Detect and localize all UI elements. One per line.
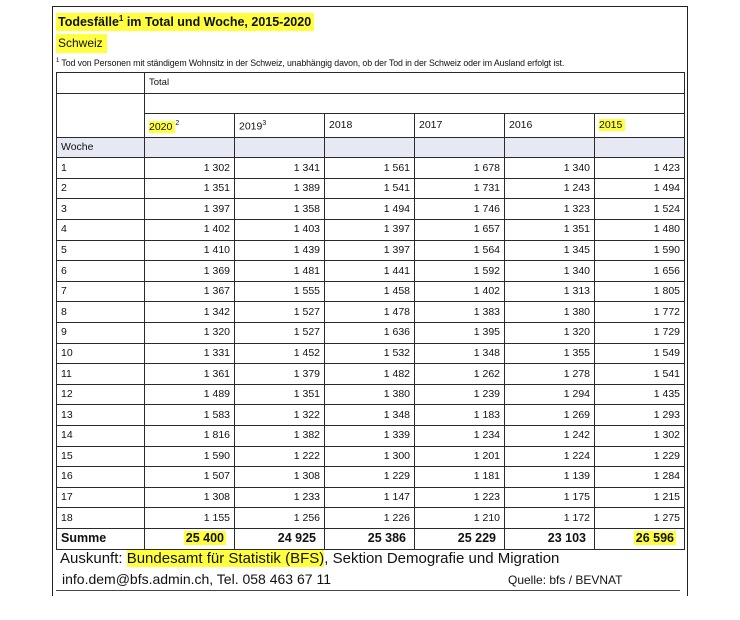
value-cell: 1 397: [325, 220, 415, 241]
table-row: [57, 426, 685, 447]
week-number-cell: 6: [57, 261, 145, 282]
year-header-label: 2017: [419, 118, 443, 131]
contact-info: info.dem@bfs.admin.ch, Tel. 058 463 67 11: [62, 571, 331, 587]
value-cell: 1 656: [595, 261, 685, 282]
title-rest: im Total und Woche, 2015-2020: [123, 15, 312, 30]
value-cell: 1 489: [145, 384, 235, 405]
value-cell: 1 524: [595, 199, 685, 220]
deaths-table: [56, 72, 685, 550]
value-cell: 1 155: [145, 508, 235, 529]
value-cell: 1 302: [145, 158, 235, 179]
organization-name: Bundesamt für Statistik (BFS): [126, 550, 325, 567]
frame-left-border: [52, 6, 53, 596]
week-number-cell: 12: [57, 384, 145, 405]
week-number-cell: 3: [57, 199, 145, 220]
value-cell: 1 313: [505, 281, 595, 302]
value-cell: 1 234: [415, 426, 505, 447]
info-line: [60, 550, 559, 567]
week-number-cell: 9: [57, 323, 145, 344]
value-cell: 1 590: [595, 240, 685, 261]
value-cell: 1 590: [145, 446, 235, 467]
value-cell: 1 233: [235, 487, 325, 508]
frame-top-border: [52, 6, 688, 7]
value-cell: 1 210: [415, 508, 505, 529]
year-header-label: 2019: [239, 120, 263, 133]
table-header-years-row: [57, 114, 685, 138]
value-cell: 1 410: [145, 240, 235, 261]
value-cell: 1 402: [415, 281, 505, 302]
week-number-cell: 14: [57, 426, 145, 447]
woche-row-empty-cell: [235, 137, 325, 158]
value-cell: 1 549: [595, 343, 685, 364]
value-cell: 1 139: [505, 467, 595, 488]
value-cell: 1 339: [325, 426, 415, 447]
year-footnote-marker: 3: [262, 120, 267, 128]
value-cell: 1 358: [235, 199, 325, 220]
summe-value: 25 386: [367, 531, 406, 546]
table-row: [57, 508, 685, 529]
week-number-cell: 15: [57, 446, 145, 467]
value-cell: 1 805: [595, 281, 685, 302]
table-row: [57, 364, 685, 385]
value-cell: 1 201: [415, 446, 505, 467]
value-cell: 1 269: [505, 405, 595, 426]
value-cell: 1 147: [325, 487, 415, 508]
footnote-marker: 1: [56, 58, 60, 65]
year-header-2017: [415, 114, 505, 138]
value-cell: 1 452: [235, 343, 325, 364]
value-cell: 1 397: [145, 199, 235, 220]
value-cell: 1 731: [415, 178, 505, 199]
value-cell: 1 181: [415, 467, 505, 488]
value-cell: 1 527: [235, 323, 325, 344]
value-cell: 1 242: [505, 426, 595, 447]
table-row: [57, 178, 685, 199]
woche-row-empty-cell: [145, 137, 235, 158]
header-spacer-first: [57, 93, 145, 114]
auskunft-label: Auskunft:: [60, 550, 127, 567]
value-cell: 1 480: [595, 220, 685, 241]
value-cell: 1 494: [595, 178, 685, 199]
value-cell: 1 278: [505, 364, 595, 385]
table-row: [57, 261, 685, 282]
year-header-2016: [505, 114, 595, 138]
title-main: Todesfälle: [58, 15, 119, 30]
week-number-cell: 8: [57, 302, 145, 323]
value-cell: 1 172: [505, 508, 595, 529]
value-cell: 1 527: [235, 302, 325, 323]
woche-label-cell: Woche: [57, 137, 145, 158]
year-header-2018: [325, 114, 415, 138]
value-cell: 1 564: [415, 240, 505, 261]
value-cell: 1 507: [145, 467, 235, 488]
value-cell: 1 294: [505, 384, 595, 405]
value-cell: 1 229: [325, 467, 415, 488]
value-cell: 1 583: [145, 405, 235, 426]
summe-value: 26 596: [635, 531, 675, 546]
value-cell: 1 678: [415, 158, 505, 179]
week-number-cell: 1: [57, 158, 145, 179]
summe-row: [57, 528, 685, 549]
week-number-cell: 13: [57, 405, 145, 426]
value-cell: 1 175: [505, 487, 595, 508]
week-number-cell: 4: [57, 220, 145, 241]
value-cell: 1 382: [235, 426, 325, 447]
value-cell: 1 458: [325, 281, 415, 302]
value-cell: 1 435: [595, 384, 685, 405]
week-number-cell: 18: [57, 508, 145, 529]
summe-value-cell: [145, 528, 235, 549]
section-name: , Sektion Demografie und Migration: [324, 550, 560, 567]
value-cell: 1 403: [235, 220, 325, 241]
year-header-label: 2015: [599, 119, 625, 131]
contact-row: [56, 568, 680, 591]
value-cell: 1 226: [325, 508, 415, 529]
value-cell: 1 351: [145, 178, 235, 199]
value-cell: 1 345: [505, 240, 595, 261]
week-number-cell: 10: [57, 343, 145, 364]
year-header-2015: [595, 114, 685, 138]
table-header-total-row: [57, 73, 685, 94]
value-cell: 1 383: [415, 302, 505, 323]
value-cell: 1 348: [415, 343, 505, 364]
week-number-cell: 2: [57, 178, 145, 199]
value-cell: 1 302: [595, 426, 685, 447]
value-cell: 1 555: [235, 281, 325, 302]
value-cell: 1 361: [145, 364, 235, 385]
value-cell: 1 284: [595, 467, 685, 488]
value-cell: 1 351: [235, 384, 325, 405]
table-row: [57, 281, 685, 302]
value-cell: 1 331: [145, 343, 235, 364]
value-cell: 1 323: [505, 199, 595, 220]
value-cell: 1 481: [235, 261, 325, 282]
value-cell: 1 341: [235, 158, 325, 179]
summe-label-cell: Summe: [57, 528, 145, 549]
table-row: [57, 240, 685, 261]
table-row: [57, 384, 685, 405]
value-cell: 1 439: [235, 240, 325, 261]
source-label: Quelle: bfs / BEVNAT: [508, 573, 623, 587]
value-cell: 1 541: [595, 364, 685, 385]
value-cell: 1 348: [325, 405, 415, 426]
footnote-text: Tod von Personen mit ständigem Wohnsitz in der Schweiz, unabhängig davon, ob der Tod in der Schweiz oder im Ausland erfolgt ist.: [59, 58, 565, 68]
value-cell: 1 222: [235, 446, 325, 467]
year-header-label: 2018: [329, 118, 353, 131]
table-row: [57, 343, 685, 364]
value-cell: 1 308: [235, 467, 325, 488]
table-row: [57, 405, 685, 426]
woche-row-empty-cell: [325, 137, 415, 158]
summe-value-cell: [505, 528, 595, 549]
value-cell: 1 355: [505, 343, 595, 364]
value-cell: 1 389: [235, 178, 325, 199]
value-cell: 1 262: [415, 364, 505, 385]
value-cell: 1 243: [505, 178, 595, 199]
value-cell: 1 256: [235, 508, 325, 529]
value-cell: 1 423: [595, 158, 685, 179]
value-cell: 1 380: [505, 302, 595, 323]
table-row: [57, 487, 685, 508]
table-row: [57, 199, 685, 220]
table-row: [57, 220, 685, 241]
value-cell: 1 239: [415, 384, 505, 405]
week-number-cell: 7: [57, 281, 145, 302]
value-cell: 1 816: [145, 426, 235, 447]
value-cell: 1 380: [325, 384, 415, 405]
value-cell: 1 275: [595, 508, 685, 529]
table-row: [57, 467, 685, 488]
value-cell: 1 183: [415, 405, 505, 426]
document-sheet: [52, 6, 688, 596]
value-cell: 1 342: [145, 302, 235, 323]
value-cell: 1 729: [595, 323, 685, 344]
value-cell: 1 367: [145, 281, 235, 302]
value-cell: 1 478: [325, 302, 415, 323]
value-cell: 1 300: [325, 446, 415, 467]
value-cell: 1 320: [505, 323, 595, 344]
value-cell: 1 340: [505, 158, 595, 179]
document-title: [56, 13, 314, 31]
value-cell: 1 308: [145, 487, 235, 508]
woche-row-empty-cell: [415, 137, 505, 158]
summe-value: 24 925: [277, 531, 316, 546]
summe-value: 23 103: [547, 531, 586, 546]
summe-value: 25 229: [457, 531, 496, 546]
year-header-2020: [145, 114, 235, 138]
table-body: [57, 73, 685, 550]
value-cell: 1 229: [595, 446, 685, 467]
value-cell: 1 402: [145, 220, 235, 241]
header-year-empty: [57, 114, 145, 138]
woche-row-empty-cell: [595, 137, 685, 158]
year-header-label: 2020: [149, 121, 175, 133]
value-cell: 1 395: [415, 323, 505, 344]
value-cell: 1 351: [505, 220, 595, 241]
summe-value-cell: [325, 528, 415, 549]
document-subtitle: Schweiz: [56, 34, 107, 53]
value-cell: 1 541: [325, 178, 415, 199]
value-cell: 1 320: [145, 323, 235, 344]
value-cell: 1 482: [325, 364, 415, 385]
table-row: [57, 302, 685, 323]
summe-value: 25 400: [185, 531, 224, 546]
woche-row-empty-cell: [505, 137, 595, 158]
footnote: [56, 58, 564, 68]
value-cell: 1 494: [325, 199, 415, 220]
total-header-cell: Total: [145, 73, 685, 94]
value-cell: 1 379: [235, 364, 325, 385]
value-cell: 1 340: [505, 261, 595, 282]
frame-right-border: [687, 6, 688, 596]
title-footnote-marker: 1: [118, 14, 124, 23]
value-cell: 1 561: [325, 158, 415, 179]
value-cell: 1 532: [325, 343, 415, 364]
value-cell: 1 772: [595, 302, 685, 323]
value-cell: 1 592: [415, 261, 505, 282]
value-cell: 1 636: [325, 323, 415, 344]
header-empty-cell: [57, 73, 145, 94]
value-cell: 1 746: [415, 199, 505, 220]
year-header-label: 2016: [509, 118, 533, 131]
week-number-cell: 17: [57, 487, 145, 508]
year-header-2019: [235, 114, 325, 138]
summe-value-cell: [595, 528, 685, 549]
value-cell: 1 441: [325, 261, 415, 282]
year-footnote-marker: 2: [175, 120, 180, 128]
header-spacer-cell: [145, 93, 685, 114]
summe-value-cell: [235, 528, 325, 549]
value-cell: 1 223: [415, 487, 505, 508]
table-woche-row: [57, 137, 685, 158]
value-cell: 1 293: [595, 405, 685, 426]
table-row: [57, 446, 685, 467]
summe-value-cell: [415, 528, 505, 549]
table-header-spacer-row: [57, 93, 685, 114]
value-cell: 1 397: [325, 240, 415, 261]
value-cell: 1 322: [235, 405, 325, 426]
week-number-cell: 5: [57, 240, 145, 261]
value-cell: 1 224: [505, 446, 595, 467]
week-number-cell: 16: [57, 467, 145, 488]
table-row: [57, 158, 685, 179]
table-row: [57, 323, 685, 344]
week-number-cell: 11: [57, 364, 145, 385]
value-cell: 1 657: [415, 220, 505, 241]
value-cell: 1 215: [595, 487, 685, 508]
value-cell: 1 369: [145, 261, 235, 282]
